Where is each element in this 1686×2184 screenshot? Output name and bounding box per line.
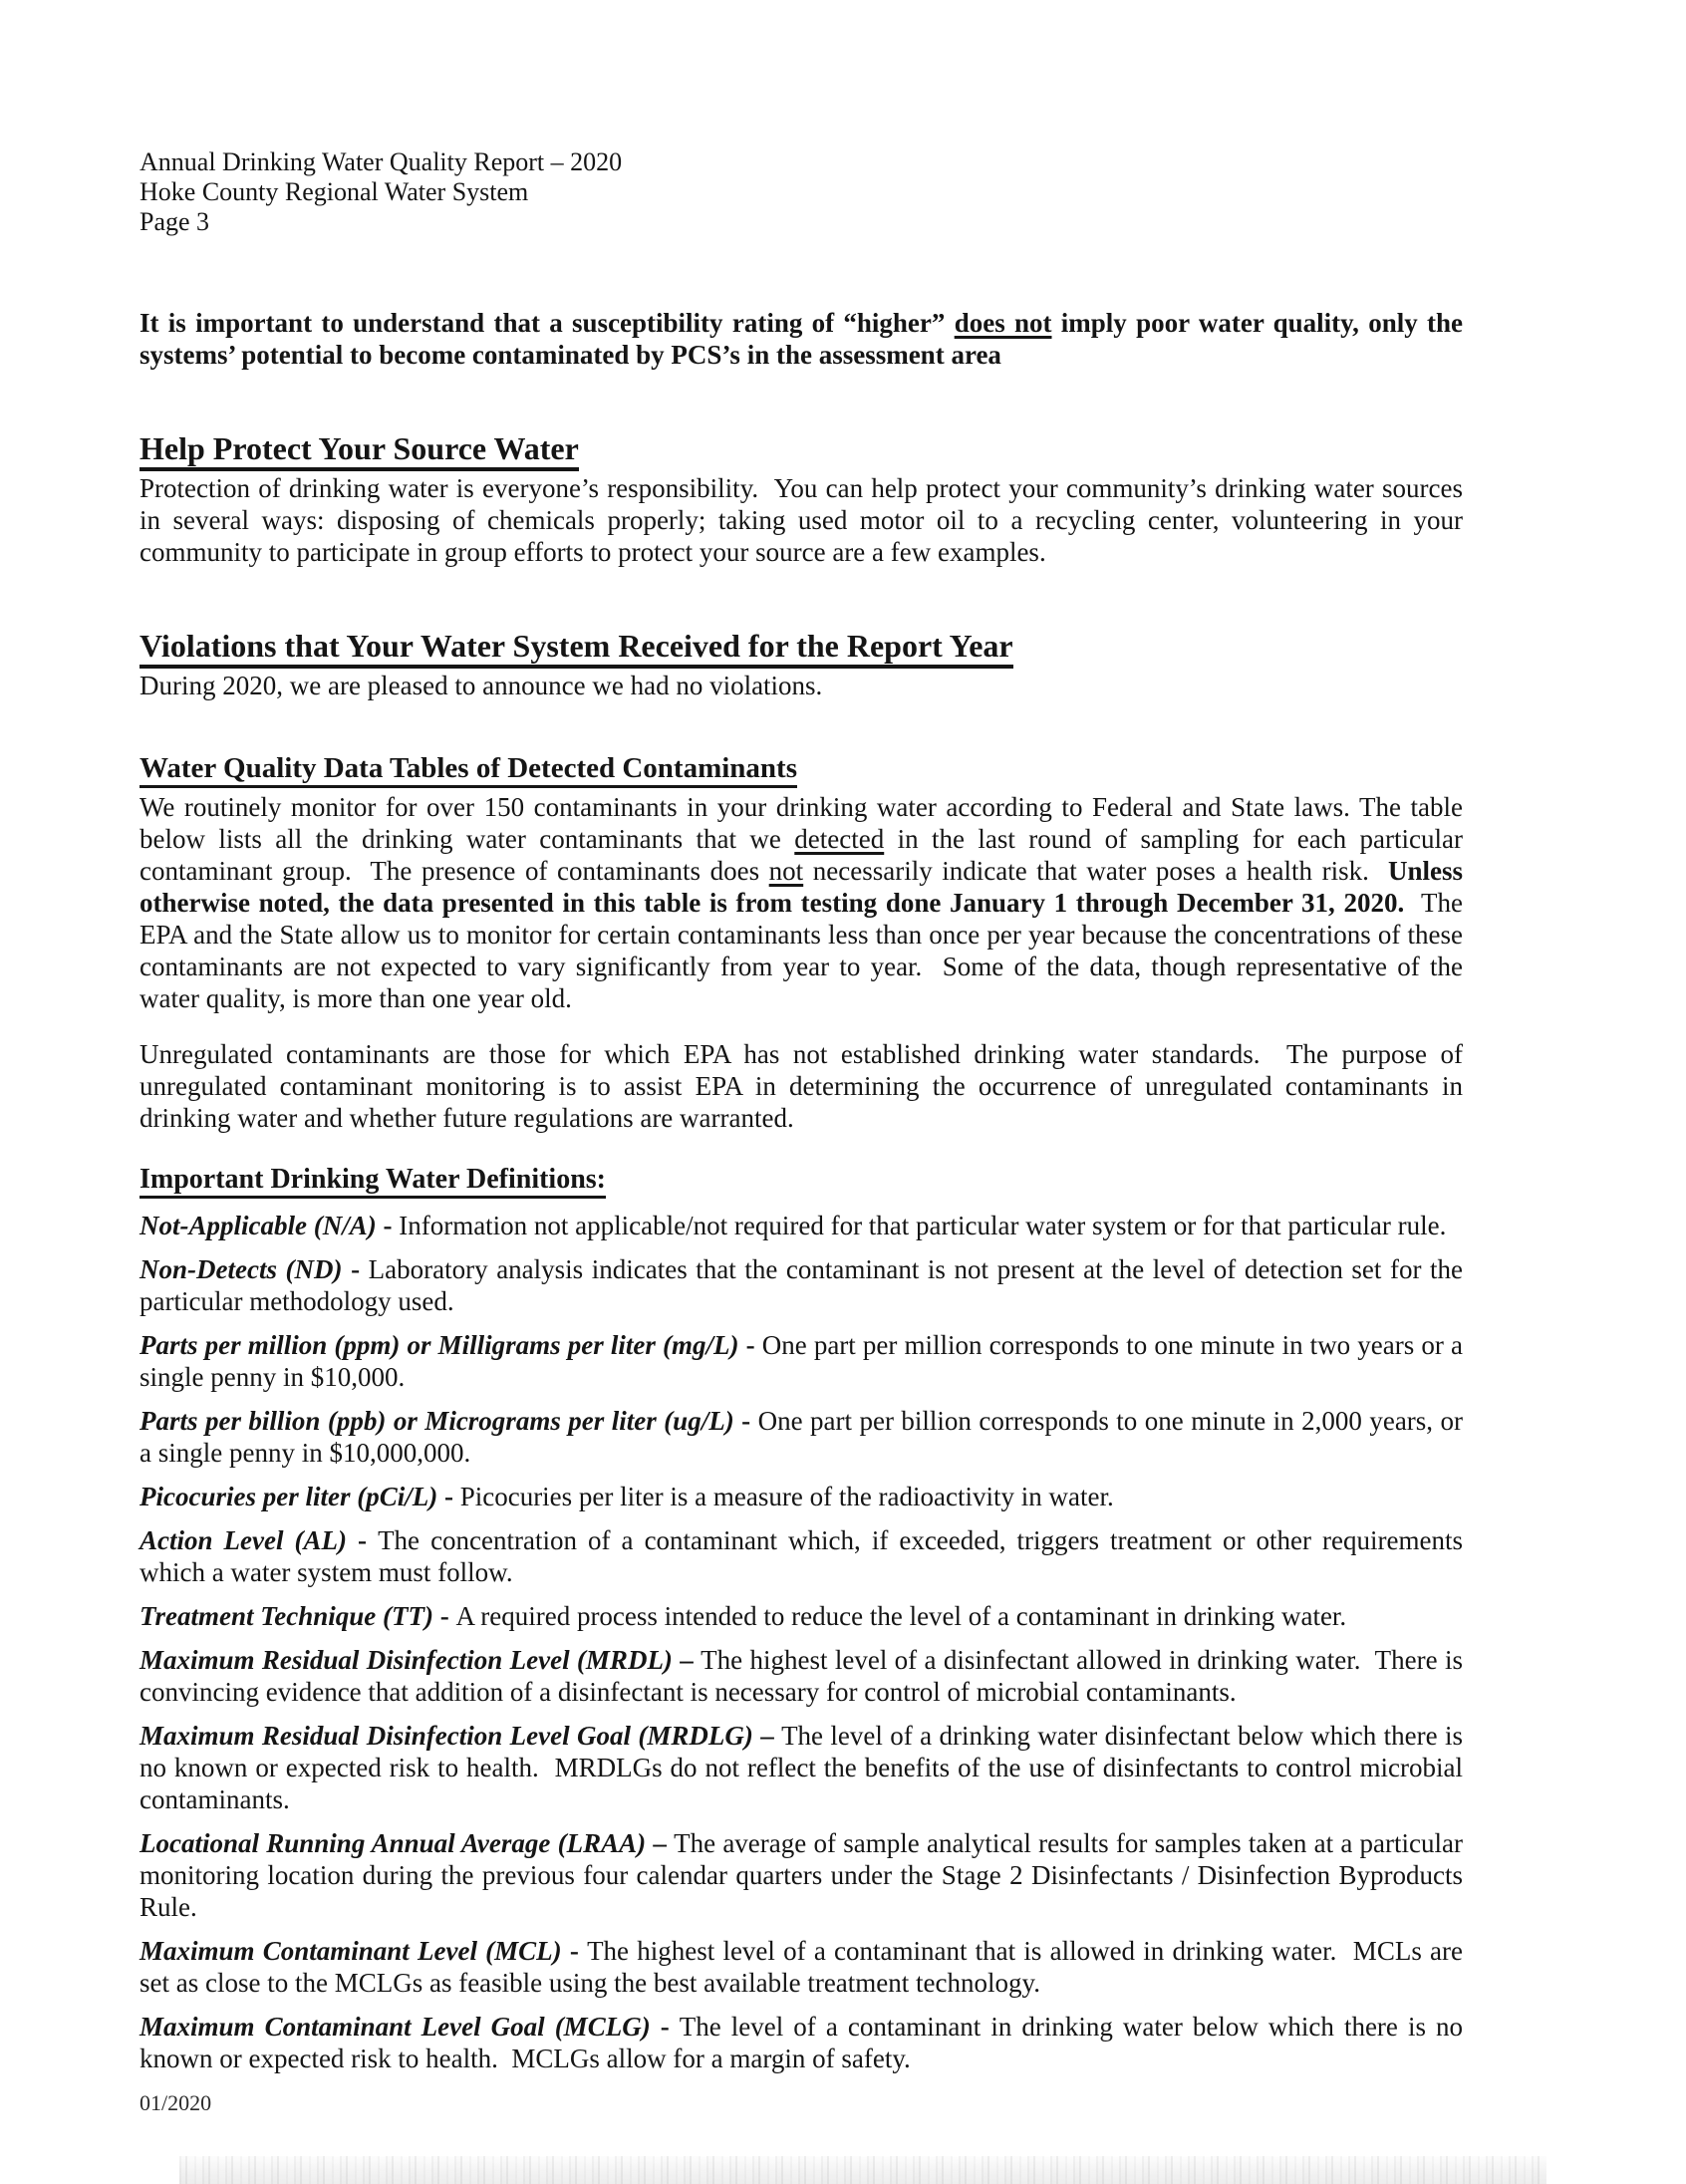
document-header <box>140 147 1463 237</box>
definition-term: Maximum Residual Disinfection Level (MRDL) <box>140 1645 673 1675</box>
definition-term: Locational Running Annual Average (LRAA) <box>140 1828 647 1858</box>
section-heading-help-protect <box>140 428 1463 468</box>
definition-item <box>140 1600 1463 1632</box>
definition-separator: - <box>733 1406 758 1436</box>
report-title: Annual Drinking Water Quality Report – 2020 <box>140 147 623 176</box>
section-heading-violations <box>140 626 1463 666</box>
definition-term: Action Level (AL) <box>140 1525 347 1555</box>
definition-separator: - <box>650 2012 680 2042</box>
text-segment: Unless otherwise noted, the data presented in this table is from testing done January 1 through December 31, 2020. <box>140 856 1470 918</box>
definition-item <box>140 1481 1463 1512</box>
text-segment: necessarily indicate that water poses a health risk. <box>803 856 1388 886</box>
text-segment: imply poor water quality, only the systems’ potential to become contaminated by PCS’s in the assessment area <box>140 308 1470 370</box>
definition-term: Not-Applicable (N/A) <box>140 1211 377 1240</box>
definition-text: One part per million corresponds to one minute in two years or a single penny in $10,000. <box>140 1330 1470 1392</box>
definition-separator: - <box>347 1525 379 1555</box>
text-segment: It is important to understand that a susceptibility rating of “higher” <box>140 308 955 338</box>
definition-separator: - <box>342 1254 369 1284</box>
definition-separator: - <box>437 1482 460 1511</box>
definition-term: Parts per million (ppm) or Milligrams per liter (mg/L) <box>140 1330 739 1360</box>
section-heading-text: Important Drinking Water Definitions: <box>140 1164 606 1199</box>
unregulated-contaminants-paragraph: Unregulated contaminants are those for which EPA has not established drinking water standards. The purpose of unregulated contaminant monitoring is to assist EPA in determining the occurrence of unregulated contaminants in drinking water and whether future regulations are warranted. <box>140 1039 1470 1133</box>
page-number: Page 3 <box>140 207 210 236</box>
text-segment: not <box>768 856 804 886</box>
definition-term: Picocuries per liter (pCi/L) <box>140 1482 438 1511</box>
definition-term: Maximum Contaminant Level Goal (MCLG) <box>140 2012 651 2042</box>
violations-paragraph: During 2020, we are pleased to announce we had no violations. <box>140 671 823 700</box>
definition-separator: – <box>646 1828 675 1858</box>
text-segment: The EPA and the State allow us to monitor for certain contaminants less than once per year because the concentrations of these contaminants are not expected to vary significantly from year to year. Some of the data, though representative of the water quality, is more than one year old. <box>140 888 1470 1013</box>
definition-separator: - <box>738 1330 762 1360</box>
definition-item <box>140 1935 1470 1999</box>
definition-item <box>140 2011 1470 2074</box>
definition-item <box>140 1405 1470 1469</box>
susceptibility-note-paragraph <box>140 307 1470 371</box>
definition-term: Maximum Residual Disinfection Level Goal (MRDLG) <box>140 1721 753 1751</box>
definitions-list <box>140 1210 1470 2074</box>
definition-item <box>140 1720 1470 1815</box>
definition-text: Picocuries per liter is a measure of the radioactivity in water. <box>459 1482 1114 1511</box>
definition-item <box>140 1210 1463 1241</box>
definition-text: The average of sample analytical results for samples taken at a particular monitoring location during the previous four calendar quarters under the Stage 2 Disinfectants / Disinfection Byproducts Rule. <box>140 1828 1470 1922</box>
definition-term: Maximum Contaminant Level (MCL) <box>140 1936 562 1966</box>
definition-text: One part per billion corresponds to one minute in 2,000 years, or a single penny in $10,000,000. <box>140 1406 1470 1468</box>
definition-text: The concentration of a contaminant which, if exceeded, triggers treatment or other requirements which a water system must follow. <box>140 1525 1470 1587</box>
definition-separator: - <box>561 1936 588 1966</box>
definition-text: Laboratory analysis indicates that the contaminant is not present at the level of detection set for the particular methodology used. <box>140 1254 1470 1316</box>
definition-separator: - <box>432 1601 456 1631</box>
definition-item <box>140 1524 1470 1588</box>
text-segment: We routinely monitor for over 150 contaminants in your drinking water according to Federal and State laws. The table below lists all the drinking water contaminants that we <box>140 792 1470 854</box>
water-system-name: Hoke County Regional Water System <box>140 177 529 206</box>
footer-date: 01/2020 <box>140 2090 212 2115</box>
definition-item <box>140 1329 1470 1393</box>
definition-term: Treatment Technique (TT) <box>140 1601 433 1631</box>
section-heading-text: Water Quality Data Tables of Detected Contaminants <box>140 752 797 788</box>
definition-text: The level of a drinking water disinfectant below which there is no known or expected risk to health. MRDLGs do not reflect the benefits of the use of disinfectants to control microbial contaminants. <box>140 1721 1470 1814</box>
definition-text: The level of a contaminant in drinking water below which there is no known or expected risk to health. MCLGs allow for a margin of safety. <box>140 2012 1470 2073</box>
text-segment: detected <box>794 824 885 854</box>
definition-text: The highest level of a disinfectant allowed in drinking water. There is convincing evidence that addition of a disinfectant is necessary for control of microbial contaminants. <box>140 1645 1470 1707</box>
definition-text: Information not applicable/not required for that particular water system or for that particular rule. <box>399 1211 1447 1240</box>
water-quality-paragraph-1 <box>140 791 1470 1014</box>
definition-separator: - <box>376 1211 400 1240</box>
definition-text: A required process intended to reduce the level of a contaminant in drinking water. <box>455 1601 1347 1631</box>
definition-term: Parts per billion (ppb) or Micrograms per liter (ug/L) <box>140 1406 734 1436</box>
definition-separator: – <box>752 1721 782 1751</box>
section-heading-text: Violations that Your Water System Received for the Report Year <box>140 628 1013 669</box>
definition-item <box>140 1644 1470 1708</box>
text-segment: in the last round of sampling for each particular contaminant group. The presence of contaminants does <box>140 824 1470 886</box>
definition-separator: – <box>672 1645 702 1675</box>
section-heading-definitions <box>140 1162 1463 1198</box>
section-heading-text: Help Protect Your Source Water <box>140 430 579 471</box>
section-heading-water-quality <box>140 749 1463 787</box>
definition-term: Non-Detects (ND) <box>140 1254 343 1284</box>
definition-item <box>140 1827 1470 1923</box>
definition-item <box>140 1253 1470 1317</box>
definition-text: The highest level of a contaminant that is allowed in drinking water. MCLs are set as close to the MCLGs as feasible using the best available treatment technology. <box>140 1936 1470 1998</box>
scan-artifact-band <box>179 2156 1546 2184</box>
text-segment: does not <box>954 308 1052 338</box>
help-protect-paragraph: Protection of drinking water is everyone’s responsibility. You can help protect your community’s drinking water sources in several ways: disposing of chemicals properly; taking used motor oil to a recycling center, volunteering in your community to participate in group efforts to protect your source are a few examples. <box>140 473 1470 567</box>
